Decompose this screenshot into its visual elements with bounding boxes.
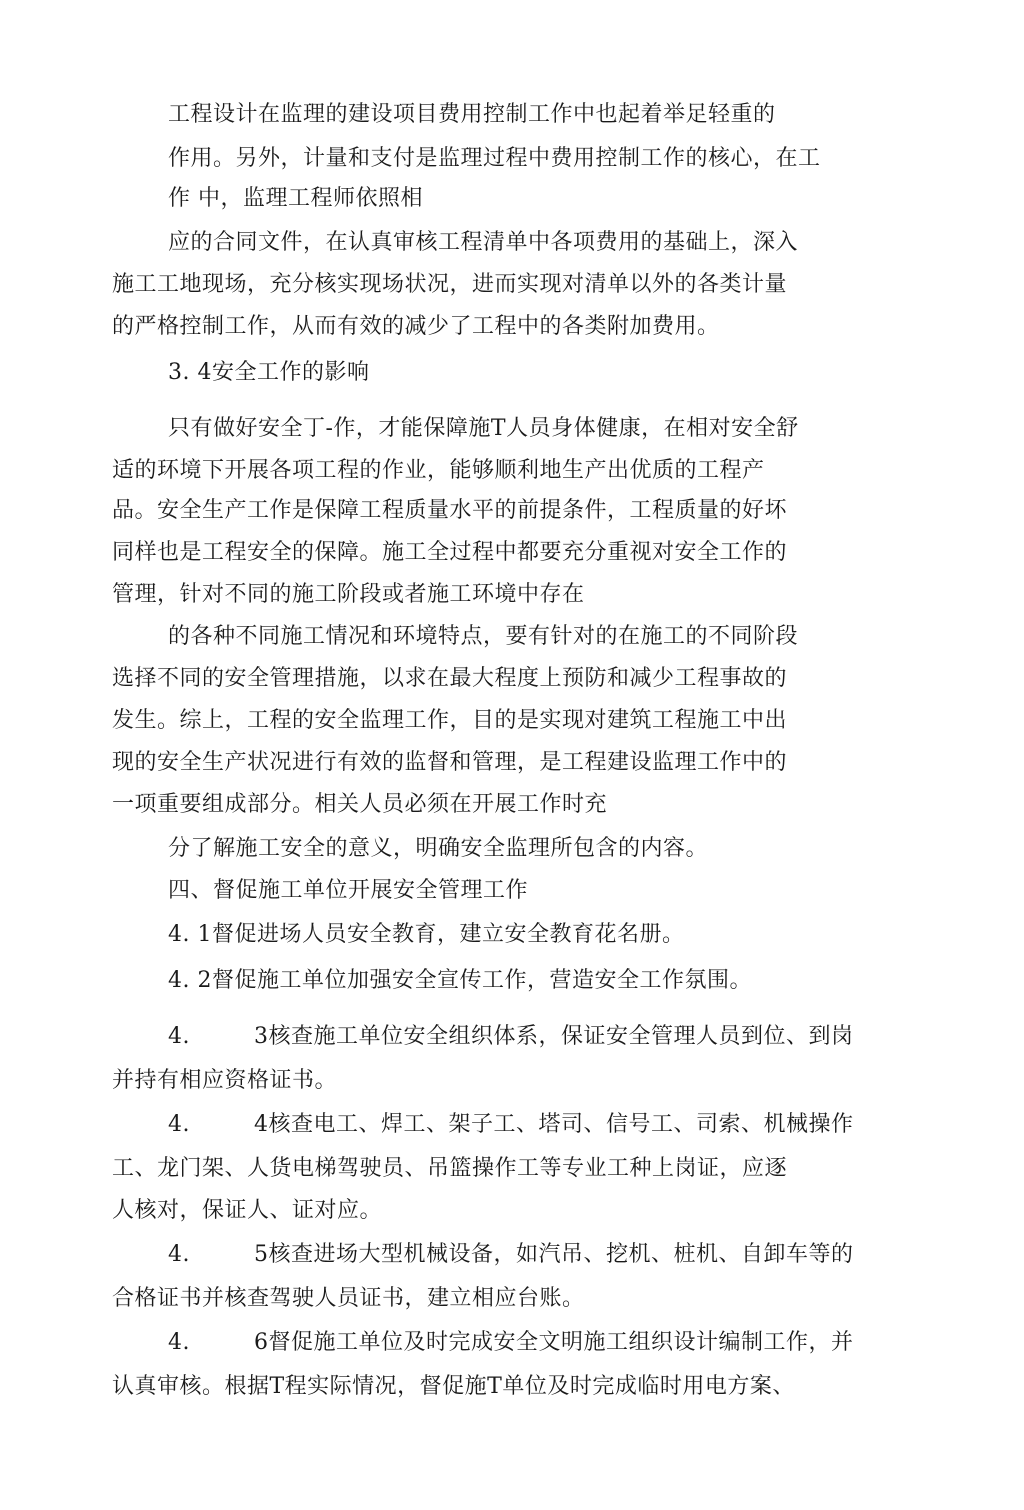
list-item bbox=[168, 1240, 854, 1270]
item-number: 4. bbox=[168, 1242, 190, 1267]
text-line: 只有做好安全丁-作，才能保障施T人员身体健康，在相对安全舒 bbox=[168, 416, 799, 441]
item-text: 3核查施工单位安全组织体系，保证安全管理人员到位、到岗 bbox=[254, 1024, 854, 1049]
text-line: 发生。综上，工程的安全监理工作，目的是实现对建筑工程施工中出 bbox=[112, 708, 788, 733]
text-line: 认真审核。根据T程实际情况，督促施T单位及时完成临时用电方案、 bbox=[112, 1374, 795, 1399]
item-text: 4核查电工、焊工、架子工、塔司、信号工、司索、机械操作 bbox=[254, 1112, 854, 1137]
text-line: 管理，针对不同的施工阶段或者施工环境中存在 bbox=[112, 582, 585, 607]
list-item bbox=[168, 1328, 854, 1358]
list-item: 4. 2督促施工单位加强安全宣传工作，营造安全工作氛围。 bbox=[168, 968, 752, 993]
item-text: 6督促施工单位及时完成安全文明施工组织设计编制工作，并 bbox=[254, 1330, 854, 1355]
item-number: 4. bbox=[168, 1112, 190, 1137]
text-line: 适的环境下开展各项工程的作业，能够顺利地生产出优质的工程产 bbox=[112, 458, 765, 483]
item-number: 4. bbox=[168, 1024, 190, 1049]
text-line: 现的安全生产状况进行有效的监督和管理，是工程建设监理工作中的 bbox=[112, 750, 788, 775]
section-heading: 四、督促施工单位开展安全管理工作 bbox=[168, 878, 529, 903]
list-item bbox=[168, 1022, 854, 1052]
text-line: 工、龙门架、人货电梯驾驶员、吊篮操作工等专业工种上岗证，应逐 bbox=[112, 1156, 788, 1181]
text-line: 分了解施工安全的意义，明确安全监理所包含的内容。 bbox=[168, 836, 709, 861]
text-line: 的严格控制工作，从而有效的减少了工程中的各类附加费用。 bbox=[112, 314, 720, 339]
text-line: 施工工地现场，充分核实现场状况，进而实现对清单以外的各类计量 bbox=[112, 272, 788, 297]
list-item bbox=[168, 1110, 854, 1140]
text-line: 人核对，保证人、证对应。 bbox=[112, 1198, 383, 1223]
text-line: 作用。另外，计量和支付是监理过程中费用控制工作的核心，在工 bbox=[168, 146, 821, 171]
text-line: 品。安全生产工作是保障工程质量水平的前提条件，工程质量的好坏 bbox=[112, 498, 788, 523]
section-heading: 3. 4安全工作的影响 bbox=[168, 360, 370, 385]
item-text: 5核查进场大型机械设备，如汽吊、挖机、桩机、自卸车等的 bbox=[254, 1242, 854, 1267]
text-line: 的各种不同施工情况和环境特点，要有针对的在施工的不同阶段 bbox=[168, 624, 799, 649]
text-line: 合格证书并核查驾驶人员证书，建立相应台账。 bbox=[112, 1286, 585, 1311]
list-item: 4. 1督促进场人员安全教育，建立安全教育花名册。 bbox=[168, 922, 685, 947]
text-line: 并持有相应资格证书。 bbox=[112, 1068, 338, 1093]
item-number: 4. bbox=[168, 1330, 190, 1355]
text-line: 应的合同文件，在认真审核工程清单中各项费用的基础上，深入 bbox=[168, 230, 799, 255]
text-line: 一项重要组成部分。相关人员必须在开展工作时充 bbox=[112, 792, 608, 817]
text-line: 同样也是工程安全的保障。施工全过程中都要充分重视对安全工作的 bbox=[112, 540, 788, 565]
text-line: 作 中，监理工程师依照相 bbox=[168, 186, 423, 211]
text-line: 工程设计在监理的建设项目费用控制工作中也起着举足轻重的 bbox=[168, 102, 776, 127]
text-line: 选择不同的安全管理措施，以求在最大程度上预防和减少工程事故的 bbox=[112, 666, 788, 691]
